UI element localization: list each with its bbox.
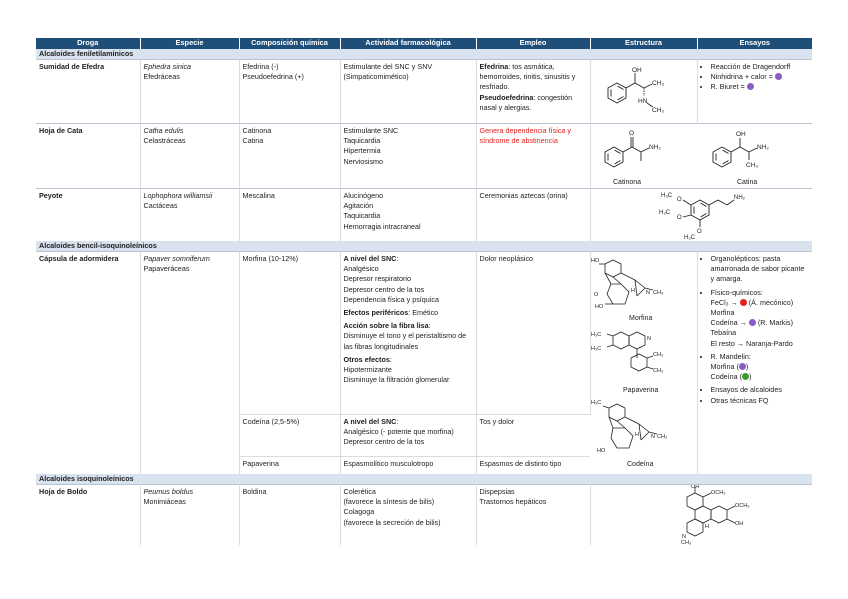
composition-item: Catinona: [242, 126, 272, 135]
purple-dot-icon: [739, 362, 749, 372]
test-subitem-morfina: [711, 362, 810, 372]
nh2-label: NH₂: [733, 195, 745, 201]
use-cell: Dolor neoplásico: [476, 252, 590, 415]
activity-item: Colerética: [343, 487, 376, 496]
test-subitem: Tebaína: [710, 328, 737, 338]
activity-cell: [340, 252, 476, 415]
col-header-ensayos: Ensayos: [697, 38, 812, 49]
test-text: (Á. mecónico): [746, 297, 794, 307]
alkaloids-table: [36, 38, 812, 545]
activity-item: Depresor respiratorio: [343, 274, 412, 284]
h-label: H: [634, 432, 639, 438]
activity-heading-text: A nivel del SNC: [343, 254, 397, 263]
test-item: • Reacción de Dragendorff: [711, 62, 810, 72]
h3c-label: H₃C: [683, 235, 695, 241]
structure-caption: Catinona: [612, 179, 641, 186]
activity-cell: [340, 414, 476, 456]
activity-item: (Simpaticomimético): [343, 72, 409, 82]
use-term: Efedrina: [479, 62, 509, 71]
test-subitem: Morfina: [710, 308, 735, 318]
hn-label: HN: [637, 98, 647, 105]
activity-item: Depresor centro de la tos: [343, 284, 425, 294]
section-row-feniletilaminicos: [36, 49, 812, 60]
ch3-label: CH₃: [652, 368, 663, 374]
species-cell: [140, 124, 239, 189]
mescalina-structure: [591, 189, 813, 241]
family-name: Papaveráceas: [143, 264, 190, 274]
species-name: Catha edulis: [143, 126, 184, 135]
ho-label: HO: [590, 258, 599, 264]
red-dot-icon: [740, 299, 747, 306]
col-header-empleo: Empleo: [476, 38, 590, 49]
table-row-cata: [36, 124, 812, 189]
activity-item: Depresor centro de la tos: [343, 436, 425, 446]
structure-cell: [590, 189, 812, 242]
test-text: • R. Mandelin:: [710, 351, 751, 361]
activity-heading: Acción sobre la fibra lisa:: [343, 321, 431, 331]
h-label: H: [630, 288, 635, 294]
opiate-structures: [591, 252, 698, 474]
structure-cell: [590, 485, 812, 546]
drug-name: Hoja de Boldo: [36, 485, 140, 546]
test-text: FeCl₃ →: [710, 297, 740, 307]
activity-heading: A nivel del SNC:: [343, 416, 399, 426]
activity-item: Disminuye el tono y el peristaltismo de las fibras longitudinales: [343, 331, 467, 351]
test-text: Ninhidrina + calor =: [710, 72, 775, 82]
test-text: Codeína (: [710, 372, 743, 382]
test-text: • Físico-químicos:: [710, 287, 763, 297]
activity-item: Taquicardia: [343, 211, 381, 221]
test-item-biuret: [711, 82, 810, 92]
activity-heading: Otros efectos:: [343, 354, 392, 364]
composition-item: Codeína (2,5-5%): [239, 414, 340, 456]
o-label: O: [676, 197, 682, 203]
boldina-structure: [591, 485, 813, 545]
species-cell: [140, 189, 239, 242]
family-name: Cactáceas: [143, 201, 178, 211]
activity-item: Estimulante SNC: [343, 126, 399, 135]
activity-item: Espasmolítico musculotropo: [340, 456, 476, 474]
activity-item: Disminuye la filtración glomerular: [343, 375, 450, 385]
test-item: • Ensayos de alcaloides: [711, 385, 810, 395]
drug-name: Hoja de Cata: [36, 124, 140, 189]
use-term: Pseudoefedrina: [479, 92, 534, 102]
table-row-boldo: [36, 485, 812, 546]
activity-item: Hipertermia: [343, 146, 381, 156]
composition-cell: [239, 485, 340, 546]
purple-dot-icon: [775, 73, 782, 80]
o-label: O: [628, 130, 634, 137]
drug-name: Sumidad de Efedra: [36, 60, 140, 124]
activity-heading-text: Efectos periféricos: [343, 308, 409, 318]
use-item: Dispepsias: [479, 487, 515, 496]
activity-item: Estimulante del SNC y SNV: [343, 62, 433, 71]
composition-cell: [239, 189, 340, 242]
use-text: : tos asmática, hemorroides, rinitis, sinusitis y resfriado.: [479, 62, 576, 92]
oh-label: OH: [690, 485, 699, 490]
h-label: H: [704, 524, 709, 530]
ch3-label: CH₃: [745, 162, 758, 169]
test-text: ): [749, 372, 752, 382]
species-name: Lophophora williamsii: [143, 191, 213, 200]
ch3-label: CH₃: [656, 434, 667, 440]
activity-heading: [344, 308, 473, 318]
activity-item: Hipotermizante: [343, 365, 392, 375]
composition-cell: [239, 124, 340, 189]
n-label: N: [681, 534, 686, 540]
activity-cell: [340, 189, 476, 242]
test-text: (R. Markis): [755, 318, 793, 328]
test-text: R. Biuret =: [710, 82, 747, 92]
efedrina-structure: [594, 62, 694, 120]
h3c-label: H₃C: [590, 332, 601, 338]
drug-name: Cápsula de adormidera: [36, 252, 140, 475]
species-cell: [140, 252, 239, 475]
use-item-efedrina: [480, 62, 587, 93]
test-text: Morfina (: [710, 362, 739, 372]
family-name: Efedráceas: [143, 72, 180, 82]
col-header-actividad: Actividad farmacológica: [340, 38, 476, 49]
composition-item: Pseudoefedrina (+): [242, 72, 304, 82]
ch3-label: CH₃: [652, 352, 663, 358]
activity-heading-text: Otros efectos: [343, 354, 390, 364]
purple-dot-icon: [747, 83, 754, 90]
composition-item: Mescalina: [242, 191, 275, 200]
structure-caption: Morfina: [628, 315, 652, 322]
header-row: [36, 38, 812, 49]
oh-label: OH: [631, 67, 642, 74]
activity-item: Analgésico: [343, 264, 379, 274]
activity-item: Colagoga: [343, 507, 375, 517]
test-item: • Organolépticos: pasta amarronada de sabor picante y amarga.: [711, 254, 810, 285]
test-item-mandelin: [711, 352, 810, 383]
activity-item: (favorece la síntesis de bilis): [343, 497, 435, 507]
table-row-peyote: [36, 189, 812, 242]
activity-item: Hemorragia intracraneal: [343, 221, 421, 231]
o-label: O: [593, 292, 598, 298]
species-name: Peumus boldus: [143, 487, 194, 496]
ch3-label: CH₃: [651, 107, 664, 114]
oh-label: OH: [734, 521, 743, 527]
ch3-label: CH₃: [651, 80, 664, 87]
family-name: Celastráceas: [143, 136, 186, 146]
och3-label: OCH₃: [734, 503, 749, 509]
composition-cell: [239, 60, 340, 124]
activity-heading-text: A nivel del SNC: [343, 416, 397, 426]
test-text: Codeína →: [710, 318, 749, 328]
h3c-label: H₃C: [590, 400, 601, 406]
h3c-label: H₃C: [658, 210, 670, 216]
n-label: N: [645, 290, 650, 296]
use-item: Trastornos hepáticos: [479, 497, 547, 507]
use-cell: Ceremonias aztecas (orina): [476, 189, 590, 242]
test-subitem-codeina: [711, 318, 810, 328]
section-title: Alcaloides isoquinoleínicos: [36, 474, 812, 485]
ch3-label: CH₃: [680, 540, 691, 545]
h3c-label: H₃C: [590, 346, 601, 352]
activity-cell: [340, 60, 476, 124]
activity-item: (favorece la secreción de bilis): [343, 517, 441, 527]
structure-cell: [590, 252, 697, 475]
activity-item: Agitación: [343, 201, 374, 211]
composition-item: Papaverina: [239, 456, 340, 474]
structure-cell: [590, 60, 697, 124]
composition-item: Efedrina (-): [242, 62, 279, 71]
composition-item: Boldina: [242, 487, 267, 496]
table-row-adormidera: [36, 252, 812, 415]
table-row-efedra: [36, 60, 812, 124]
oh-label: OH: [735, 131, 746, 138]
activity-item: Nerviosismo: [343, 156, 384, 166]
purple-dot-icon: [749, 319, 756, 326]
family-name: Monimiáceas: [143, 497, 186, 507]
h3c-label: H₃C: [660, 193, 672, 199]
test-item-ninhidrina: [711, 72, 810, 82]
nh2-label: NH₂: [648, 144, 661, 151]
structure-cell: [590, 124, 812, 189]
section-title: Alcaloides bencil-isoquinoleínicos: [36, 241, 812, 252]
n-label: N: [646, 336, 651, 342]
section-title: Alcaloides feniletilamínicos: [36, 49, 812, 60]
ho-label: HO: [594, 304, 603, 310]
o-label: O: [696, 229, 702, 235]
test-item-fisicoquimicos: [711, 288, 810, 349]
section-row-bencilisoquinoleinicos: [36, 241, 812, 252]
use-cell-warning: Genera dependencia física y síndrome de abstinencia: [476, 124, 590, 189]
pharmacognosy-table-sheet: [36, 38, 812, 545]
species-name: Papaver somniferum: [143, 254, 210, 263]
och3-label: OCH₃: [710, 490, 725, 496]
use-cell: [476, 485, 590, 546]
cata-structures: [591, 124, 813, 188]
activity-heading-text: Acción sobre la fibra lisa: [343, 321, 429, 331]
use-text: : congestión nasal y alergias.: [479, 92, 573, 112]
tests-cell: [697, 60, 812, 124]
test-subitem-codeina: [711, 372, 810, 382]
activity-item: Alucinógeno: [343, 191, 384, 200]
test-subitem: El resto → Naranja-Pardo: [710, 338, 793, 348]
ch3-label: CH₃: [652, 290, 663, 296]
composition-item: Morfina (10-12%): [239, 252, 340, 415]
test-subitem-fecl3: [711, 298, 810, 308]
activity-item: Dependencia física y psíquica: [343, 294, 439, 304]
activity-cell: [340, 485, 476, 546]
activity-cell: [340, 124, 476, 189]
tests-cell: [697, 252, 812, 475]
n-label: N: [650, 434, 655, 440]
use-cell: Espasmos de distinto tipo: [476, 456, 590, 474]
structure-caption: Papaverina: [622, 387, 658, 394]
use-cell: Tos y dolor: [476, 414, 590, 456]
col-header-especie: Especie: [140, 38, 239, 49]
structure-caption: Codeína: [626, 461, 653, 468]
activity-text: : Emético: [408, 308, 439, 318]
section-row-isoquinoleinicos: [36, 474, 812, 485]
species-cell: [140, 60, 239, 124]
species-name: Ephedra sinica: [143, 62, 192, 71]
col-header-composicion: Composición química: [239, 38, 340, 49]
use-item-pseudoefedrina: [480, 93, 587, 113]
test-item: • Otras técnicas FQ: [711, 396, 810, 406]
test-text: ): [745, 362, 749, 372]
use-cell: [476, 60, 590, 124]
activity-item: Taquicardia: [343, 136, 381, 146]
drug-name: Peyote: [36, 189, 140, 242]
activity-heading: A nivel del SNC:: [343, 254, 399, 263]
o-label: O: [676, 215, 682, 221]
composition-item: Catina: [242, 136, 264, 146]
col-header-droga: Droga: [36, 38, 140, 49]
activity-item: Analgésico (- potente que morfina): [343, 426, 454, 436]
species-cell: [140, 485, 239, 546]
nh2-label: NH₂: [756, 144, 769, 151]
structure-caption: Catina: [736, 179, 757, 186]
ho-label: HO: [596, 448, 605, 454]
col-header-estructura: Estructura: [590, 38, 697, 49]
